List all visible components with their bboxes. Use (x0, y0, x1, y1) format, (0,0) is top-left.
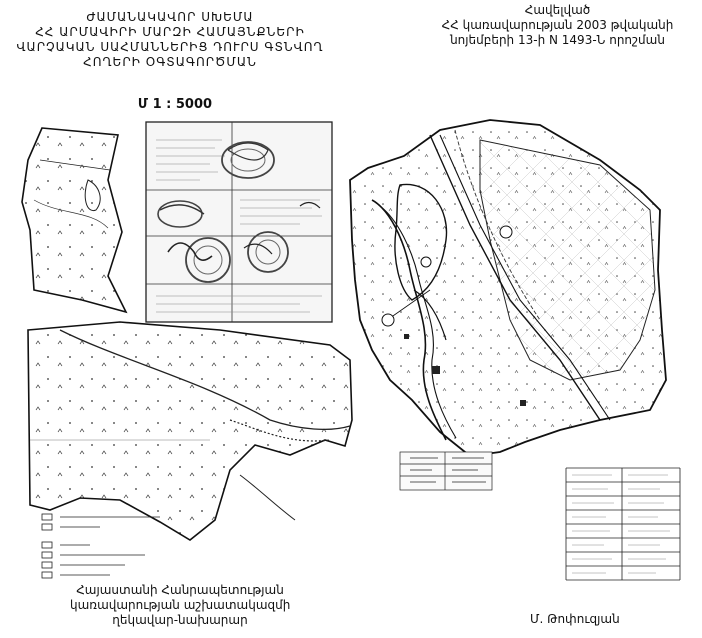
legend-left (42, 514, 160, 578)
approval-line-2: ՀՀ կառավարության 2003 թվականի (441, 18, 674, 32)
title-block (0, 10, 340, 70)
data-table (566, 468, 680, 580)
legend-right (400, 452, 492, 490)
signature-block-left (70, 583, 290, 628)
parcel-left-top (22, 128, 126, 312)
signature-name-right: Մ. Թոփուզյան (530, 612, 620, 626)
approval-block (415, 3, 700, 48)
parcel-left-bottom (28, 322, 352, 540)
approval-line-1: Հավելված (524, 3, 591, 17)
approval-line-3: նոյեմբերի 13-ի N 1493-Ն որոշման (450, 33, 665, 47)
parcel-right-main (350, 120, 666, 456)
signature-line-3: ղեկավար-նախարար (112, 613, 248, 627)
approval-document (146, 122, 332, 322)
signature-line-2: կառավարության աշխատակազմի (70, 598, 291, 612)
title-line-2: ՀՀ ԱՐՄԱՎԻՐԻ ՄԱՐԶԻ ՀԱՄԱՅՆՔՆԵՐԻ (35, 25, 305, 39)
signature-line-1: Հայաստանի Հանրապետության (76, 583, 284, 597)
title-line-3: ՎԱՐՉԱԿԱՆ ՍԱՀՄԱՆՆԵՐԻՑ ԴՈՒՐՍ ԳՏՆՎՈՂ (16, 40, 324, 54)
title-line-1: ԺԱՄԱՆԱԿԱՎՈՐ ՍԽԵՄԱ (86, 10, 254, 24)
scale-label: Մ 1 : 5000 (137, 97, 213, 112)
title-line-4: ՀՈՂԵՐԻ ՕԳՏԱԳՈՐԾՄԱՆ (83, 55, 257, 69)
